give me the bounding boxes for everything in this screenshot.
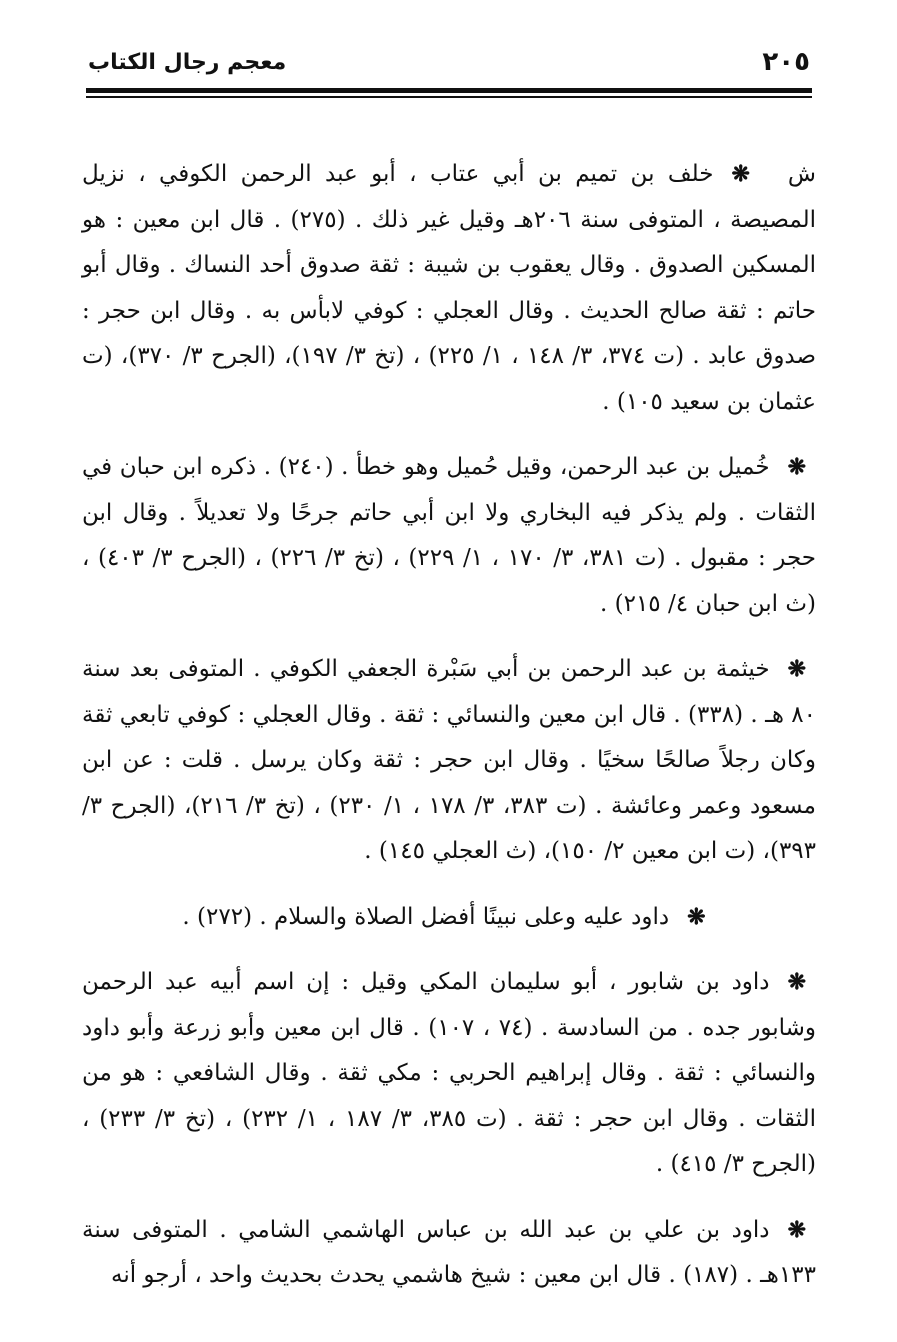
asterisk-icon: ❋ <box>787 969 806 995</box>
entry-text: داود بن شابور ، أبو سليمان المكي وقيل : إن اسم أبيه عبد الرحمن وشابور جده . من السادسة . (٧٤ ، ١٠٧) . قال ابن معين وأبو زرعة وأبو داود والنسائي : ثقة . وقال إبراهيم الحربي : مكي ثقة . وقال الشافعي : هو من الثقات . وقال ابن حجر : ثقة . (ت ٣٨٥، ٣/ ١٨٧ ، ١/ ٢٣٢) ، (تخ ٣/ ٢٣٣) ، (الجرح ٣/ ٤١٥) . <box>82 969 817 1177</box>
asterisk-icon: ❋ <box>787 454 807 480</box>
header-rule-thin <box>86 96 812 98</box>
entry-text: خيثمة بن عبد الرحمن بن أبي سَبْرة الجعفي الكوفي . المتوفى بعد سنة ٨٠ هـ . (٣٣٨) . قال ابن معين والنسائي : ثقة . وقال العجلي : كوفي تابعي ثقة وكان رجلاً صالحًا سخيًا . وقال ابن حجر : ثقة وكان يرسل . قلت : عن ابن مسعود وعمر وعائشة . (ت ٣٨٣، ٣/ ١٧٨ ، ١/ ٢٣٠) ، (تخ ٣/ ٢١٦)، (الجرح ٣/ ٣٩٣)، (ت ابن معين ٢/ ١٥٠)، (ث العجلي ١٤٥) . <box>82 656 817 864</box>
entry-text: خلف بن تميم بن أبي عتاب ، أبو عبد الرحمن الكوفي ، نزيل المصيصة ، المتوفى سنة ٢٠٦هـ وقيل غير ذلك . (٢٧٥) . قال ابن معين : هو المسكين الصدوق . وقال يعقوب بن شيبة : ثقة صدوق أحد النساك . وقال أبو حاتم : ثقة صالح الحديث . وقال العجلي : كوفي لابأس به . وقال ابن حجر : صدوق عابد . (ت ٣٧٤، ٣/ ١٤٨ ، ١/ ٢٢٥) ، (تخ ٣/ ١٩٧)، (الجرح ٣/ ٣٧٠)، (ت عثمان بن سعيد ١٠٥) . <box>82 161 817 415</box>
page-header <box>88 44 810 84</box>
biography-entry <box>82 1208 816 1299</box>
biography-entry <box>82 152 816 425</box>
biography-entry <box>82 647 816 875</box>
entry-text: خُميل بن عبد الرحمن، وقيل حُميل وهو خطأ . (٢٤٠) . ذكره ابن حبان في الثقات . ولم يذكر فيه البخاري ولا ابن أبي حاتم جرحًا ولا تعديلاً . وقال ابن حجر : مقبول . (ت ٣٨١، ٣/ ١٧٠ ، ١/ ٢٢٩) ، (تخ ٣/ ٢٢٦) ، (الجرح ٣/ ٤٠٣) ، (ث ابن حبان ٤/ ٢١٥) . <box>82 454 817 617</box>
header-rule-thick <box>86 88 812 93</box>
asterisk-icon: ❋ <box>787 656 806 682</box>
entry-prefix: ش <box>787 161 816 187</box>
asterisk-icon: ❋ <box>787 1216 806 1243</box>
entry-text: داود عليه وعلى نبينًا أفضل الصلاة والسلام . (٢٧٢) . <box>182 903 670 930</box>
biography-entry <box>82 445 816 627</box>
asterisk-icon: ❋ <box>731 161 750 187</box>
page-content <box>82 152 816 1319</box>
biography-entry <box>82 960 816 1188</box>
biography-entry <box>82 895 816 941</box>
entry-text: داود بن علي بن عبد الله بن عباس الهاشمي الشامي . المتوفى سنة ١٣٣هـ . (١٨٧) . قال ابن معين : شيخ هاشمي يحدث بحديث واحد ، أرجو أنه <box>82 1216 816 1288</box>
asterisk-icon: ❋ <box>687 903 706 930</box>
page-number: ٢٠٥ <box>762 47 810 77</box>
running-title: معجم رجال الكتاب <box>88 50 287 75</box>
